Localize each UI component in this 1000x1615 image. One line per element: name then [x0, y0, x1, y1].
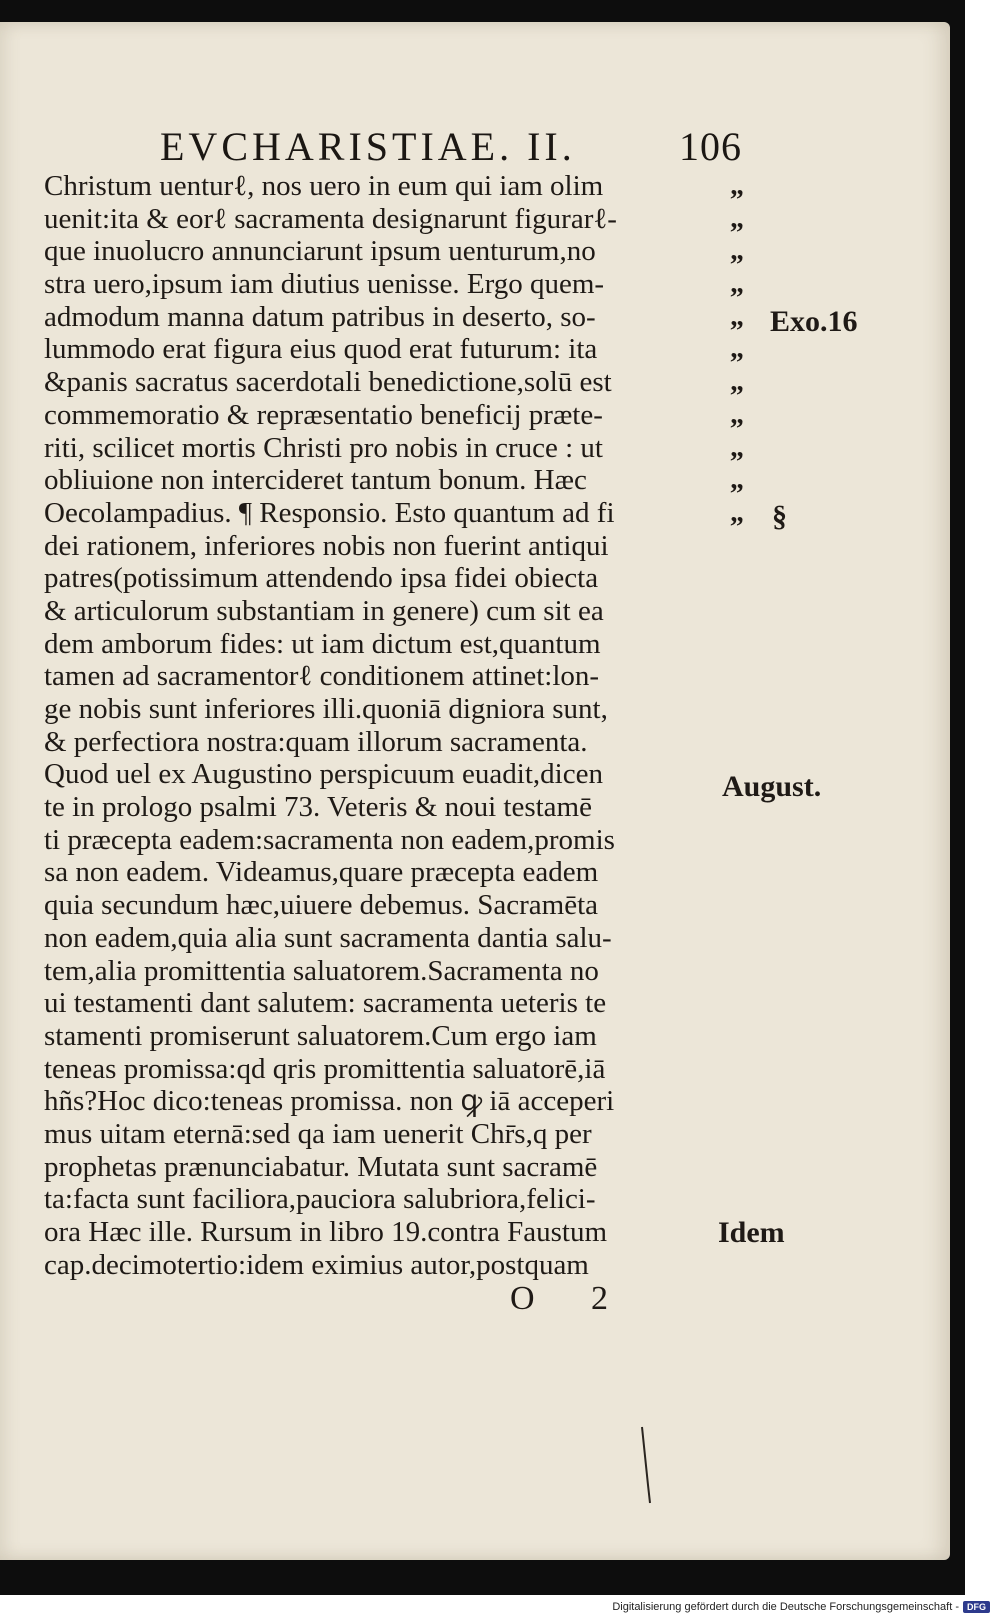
text-line: Quod uel ex Augustino perspicuum euadit,dicen [44, 758, 603, 791]
quote-mark: „ [730, 268, 744, 300]
dfg-logo: DFG [963, 1601, 990, 1613]
quote-mark: „ [730, 170, 744, 201]
text-line: dem amborum fides: ut iam dictum est,quantum [44, 627, 601, 660]
text-line: tamen ad sacramentorℓ conditionem attinet:lon- [44, 660, 600, 693]
quote-mark: „ [730, 235, 744, 267]
text-line: ta:facta sunt faciliora,pauciora salubriora,felici- [44, 1183, 596, 1216]
quote-mark: „ [730, 496, 744, 528]
text-line: admodum manna datum patribus in deserto, so- [44, 300, 596, 333]
text-line: tem,alia promittentia saluatorem.Sacramenta no [44, 954, 599, 987]
quote-mark: „ [730, 333, 744, 365]
text-line: riti, scilicet mortis Christi pro nobis in cruce : ut [44, 431, 603, 464]
text-line: & articulorum substantiam in genere) cum sit ea [44, 594, 604, 627]
text-line: &panis sacratus sacerdotali benedictione,solū est [44, 366, 612, 399]
text-line: que inuolucro annunciarunt ipsum uenturum,no [44, 235, 596, 268]
text-line: ge nobis sunt inferiores illi.quoniā digniora sunt, [44, 693, 608, 725]
text-line: non eadem,quia alia sunt sacramenta dantia salu- [44, 921, 612, 954]
text-line: stamenti promiserunt saluatorem.Cum ergo iam [44, 1019, 597, 1052]
text-line: obliuione non intercideret tantum bonum. Hæc [44, 464, 587, 497]
signature-mark: O 2 [510, 1280, 633, 1317]
text-line: patres(potissimum attendendo ipsa fidei obiecta [44, 562, 599, 595]
text-line: lummodo erat figura eius quod erat futurum: ita [44, 333, 598, 366]
text-line: mus uitam eternā:sed qa iam uenerit Chr̄s,q per [44, 1117, 592, 1150]
body-text [44, 170, 734, 1281]
margin-note-augustine: August. [722, 770, 822, 803]
margin-note-section: § [772, 500, 787, 533]
text-line: ui testamenti dant salutem: sacramenta ueteris te [44, 987, 607, 1020]
digitization-footer [612, 1601, 990, 1613]
text-line: prophetas prænunciabatur. Mutata sunt sacramē [44, 1150, 598, 1183]
text-line: sa non eadem. Videamus,quare præcepta eadem [44, 856, 599, 889]
running-title: EVCHARISTIAE. II. [160, 124, 576, 169]
text-line: teneas promissa:qd qris promittentia saluatorē,iā [44, 1052, 606, 1085]
text-line: ti præcepta eadem:sacramenta non eadem,promis [44, 823, 615, 856]
text-line: hñs?Hoc dico:teneas promissa. non ꝙ iā acceperi [44, 1085, 615, 1118]
quote-mark: „ [730, 202, 744, 234]
quote-mark: „ [730, 300, 744, 332]
quote-mark: „ [730, 431, 744, 463]
text-line: Christum uenturℓ, nos uero in eum qui iam olim [44, 170, 604, 202]
quote-mark: „ [730, 398, 744, 430]
text-line: uenit:ita & eorℓ sacramenta designarunt figurarℓ- [44, 202, 617, 235]
quotation-marks-column [730, 170, 770, 530]
text-line: te in prologo psalmi 73. Veteris & noui testamē [44, 791, 592, 824]
text-line: quia secundum hæc,uiuere debemus. Sacramēta [44, 889, 599, 922]
margin-note-idem: Idem [718, 1216, 785, 1249]
text-line: & perfectiora nostra:quam illorum sacramenta. [44, 725, 588, 758]
running-header [160, 115, 750, 175]
text-line: ora Hæc ille. Rursum in libro 19.contra Faustum [44, 1216, 608, 1248]
footer-text: Digitalisierung gefördert durch die Deutsche Forschungsgemeinschaft - [612, 1601, 959, 1613]
quote-mark: „ [730, 464, 744, 496]
quote-mark: „ [730, 366, 744, 398]
text-line: Oecolampadius. ¶ Responsio. Esto quantum ad fi [44, 496, 615, 529]
text-line: commemoratio & repræsentatio beneficij præte- [44, 398, 603, 431]
margin-note-exodus: Exo.16 [770, 305, 858, 338]
text-line: stra uero,ipsum iam diutius uenisse. Ergo quem- [44, 268, 605, 301]
text-line: dei rationem, inferiores nobis non fuerint antiqui [44, 529, 609, 562]
binding-thread [636, 1425, 656, 1505]
page-number: 106 [679, 124, 742, 169]
text-line: cap.decimotertio:idem eximius autor,postquam [44, 1248, 589, 1281]
